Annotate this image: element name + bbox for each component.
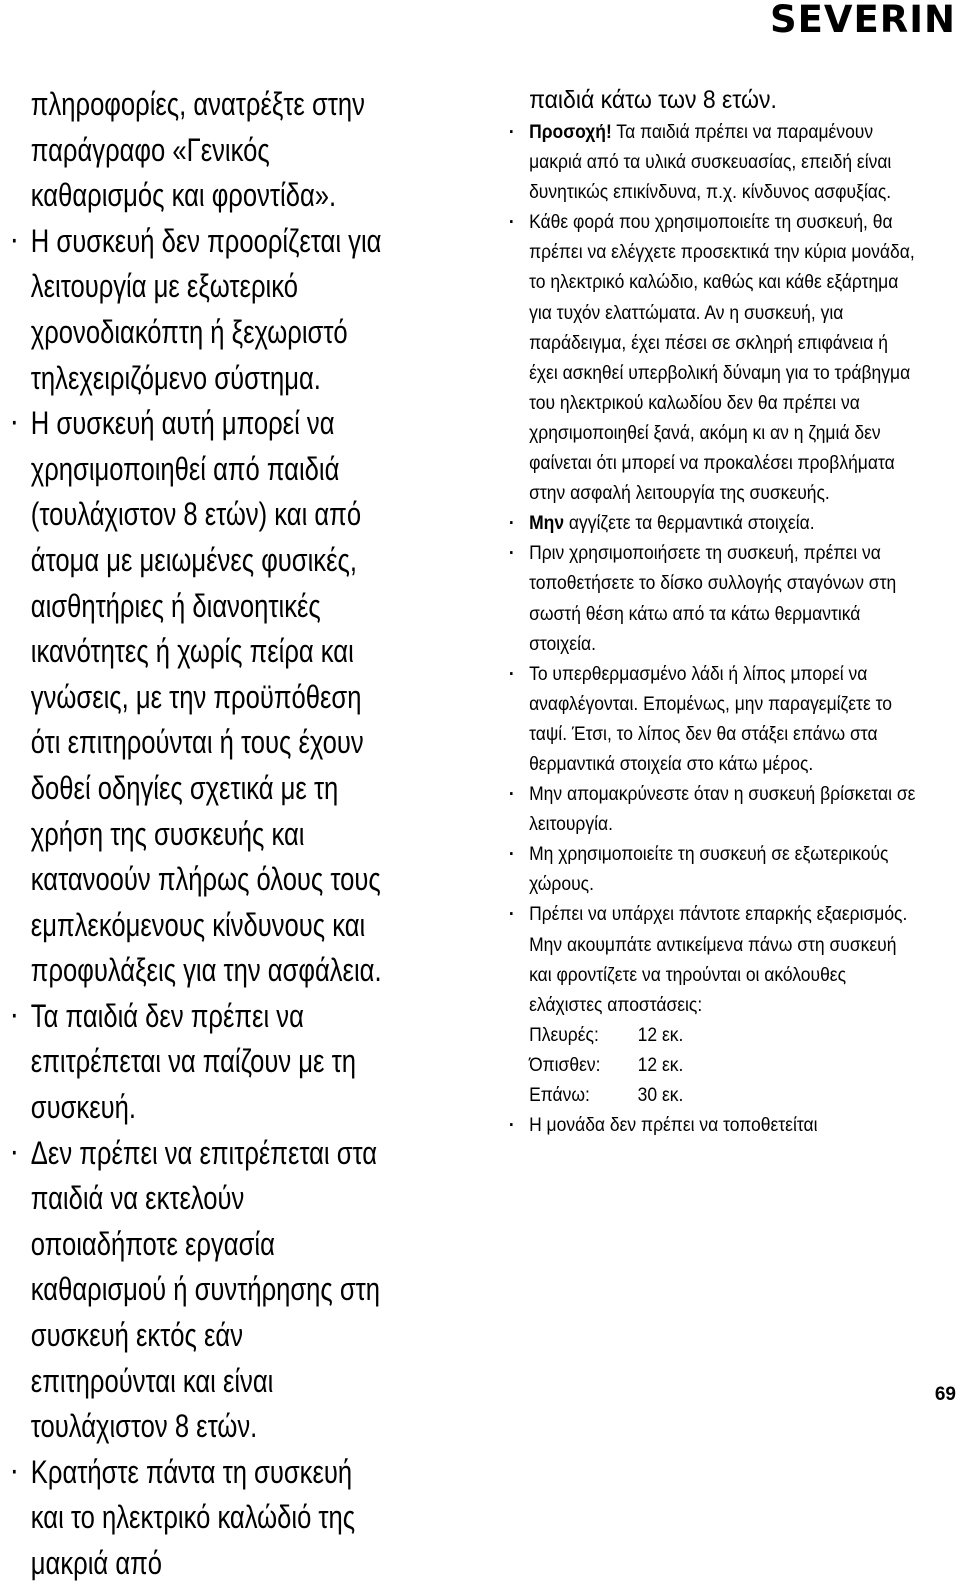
item-text: Τα παιδιά δεν πρέπει να επιτρέπεται να παίζουν με τη συσκευή. [30,997,356,1126]
bullet-icon: · [508,663,515,685]
list-item [507,539,916,659]
distance-label: Πλευρές: [529,1024,599,1046]
left-column [10,82,386,1587]
page-number: 69 [934,1384,956,1405]
item-text: Το υπερθερμασμένο λάδι ή λίπος μπορεί να αναφλέγονται. Επομένως, μην παραγεμίζετε το ταψί. Έτσι, το λίπος δεν θα στάξει επάνω στα θερμαντικά στοιχεία στο κάτω μέρος. [529,663,892,775]
item-text: Δεν πρέπει να επιτρέπεται στα παιδιά να εκτελούν οποιαδήποτε εργασία καθαρισμού ή συντήρησης στη συσκευή εκτός εάν επιτηρούνται και είναι τουλάχιστον 8 ετών. [30,1134,381,1445]
list-item [507,900,916,1020]
list-item [507,1111,916,1141]
bullet-icon: · [11,1002,18,1030]
list-item [507,660,916,780]
list-item [507,208,916,509]
distance-value: 30 εκ. [637,1085,684,1106]
caution-label: Προσοχή! [529,122,612,143]
list-item [507,780,916,840]
bullet-icon: · [508,904,515,926]
list-item [507,509,916,539]
continued-paragraph: παιδιά κάτω των 8 ετών. [529,86,777,114]
list-item [10,994,386,1131]
list-item [10,1450,386,1587]
distance-label: Επάνω: [529,1085,590,1106]
bullet-icon: · [11,410,18,438]
list-item [10,401,386,994]
item-text: Μη χρησιμοποιείτε τη συσκευή σε εξωτερικούς χώρους. [529,844,889,896]
bullet-icon: · [508,513,515,535]
distance-value: 12 εκ. [637,1024,684,1046]
item-text: Τα παιδιά πρέπει να παραμένουν μακριά από τα υλικά συσκευασίας, επειδή είναι δυνητικώς επικίνδυνα, π.χ. κίνδυνος ασφυξίας. [529,122,892,204]
list-item [10,1131,386,1450]
item-text: αγγίζετε τα θερμαντικά στοιχεία. [564,513,815,535]
item-text: Πρέπει να υπάρχει πάντοτε επαρκής εξαερισμός. Μην ακουμπάτε αντικείμενα πάνω στη συσκευή και φροντίζετε να τηρούνται οι ακόλουθες ελάχιστες αποστάσεις: [529,904,908,1016]
emphasis-word: Μην [529,513,565,535]
distance-label: Όπισθεν: [529,1054,601,1076]
bullet-icon: · [11,1139,18,1167]
bullet-icon: · [11,1458,18,1486]
bullet-icon: · [11,227,18,255]
item-text: Η συσκευή δεν προορίζεται για λειτουργία με εξωτερικό χρονοδιακόπτη ή ξεχωριστό τηλεχειριζόμενο σύστημα. [30,222,382,396]
item-text: Κάθε φορά που χρησιμοποιείτε τη συσκευή, θα πρέπει να ελέγχετε προσεκτικά την κύρια μονάδα, το ηλεκτρικό καλώδιο, καθώς και κάθε εξάρτημα για τυχόν ελαττώματα. Αν η συσκευή, για παράδειγμα, έχει πέσει σε σκληρή επιφάνεια ή έχει ασκηθεί υπερβολική δύναμη για το τράβηγμα του ηλεκτρικού καλωδίου δεν θα πρέπει να χρησιμοποιηθεί ξανά, ακόμη κι αν η ζημιά δεν φαίνεται ότι μπορεί να προκαλέσει προβλήματα στην ασφαλή λειτουργία της συσκευής. [529,212,915,505]
item-text: Η συσκευή αυτή μπορεί να χρησιμοποιηθεί από παιδιά (τουλάχιστον 8 ετών) και από άτομα με μειωμένες φυσικές, αισθητήριες ή διανοητικές ικανότητες ή χωρίς πείρα και γνώσεις, με την προϋπόθεση ότι επιτηρούνται ή τους έχουν δοθεί οδηγίες σχετικά με τη χρήση της συσκευής και κατανοούν πλήρως όλους τους εμπλεκόμενους κίνδυνους και προφυλάξεις για την ασφάλεια. [30,405,382,989]
right-column [507,82,916,1141]
distance-value: 12 εκ. [637,1054,684,1076]
bullet-icon: · [508,784,515,806]
list-item [10,219,386,401]
bullet-icon: · [508,122,515,143]
list-item [507,840,916,900]
continued-paragraph: πληροφορίες, ανατρέξτε στην παράγραφο «Γενικός καθαρισμός και φροντίδα». [30,86,365,214]
item-text: Πριν χρησιμοποιήσετε τη συσκευή, πρέπει να τοποθετήσετε το δίσκο συλλογής σταγόνων στη σωστή θέση κάτω από τα κάτω θερμαντικά στοιχεία. [529,543,897,655]
bullet-icon: · [508,212,515,234]
bullet-icon: · [508,1115,515,1137]
distance-table [507,1021,916,1111]
brand-logo: SEVERIN [769,0,956,41]
bullet-icon: · [508,844,515,866]
item-text: Η μονάδα δεν πρέπει να τοποθετείται [529,1115,818,1137]
list-item-caution [507,118,916,208]
bullet-icon: · [508,543,515,565]
item-text: Κρατήστε πάντα τη συσκευή και το ηλεκτρικό καλώδιό της μακριά από [30,1453,356,1581]
item-text: Μην απομακρύνεστε όταν η συσκευή βρίσκεται σε λειτουργία. [529,784,916,836]
